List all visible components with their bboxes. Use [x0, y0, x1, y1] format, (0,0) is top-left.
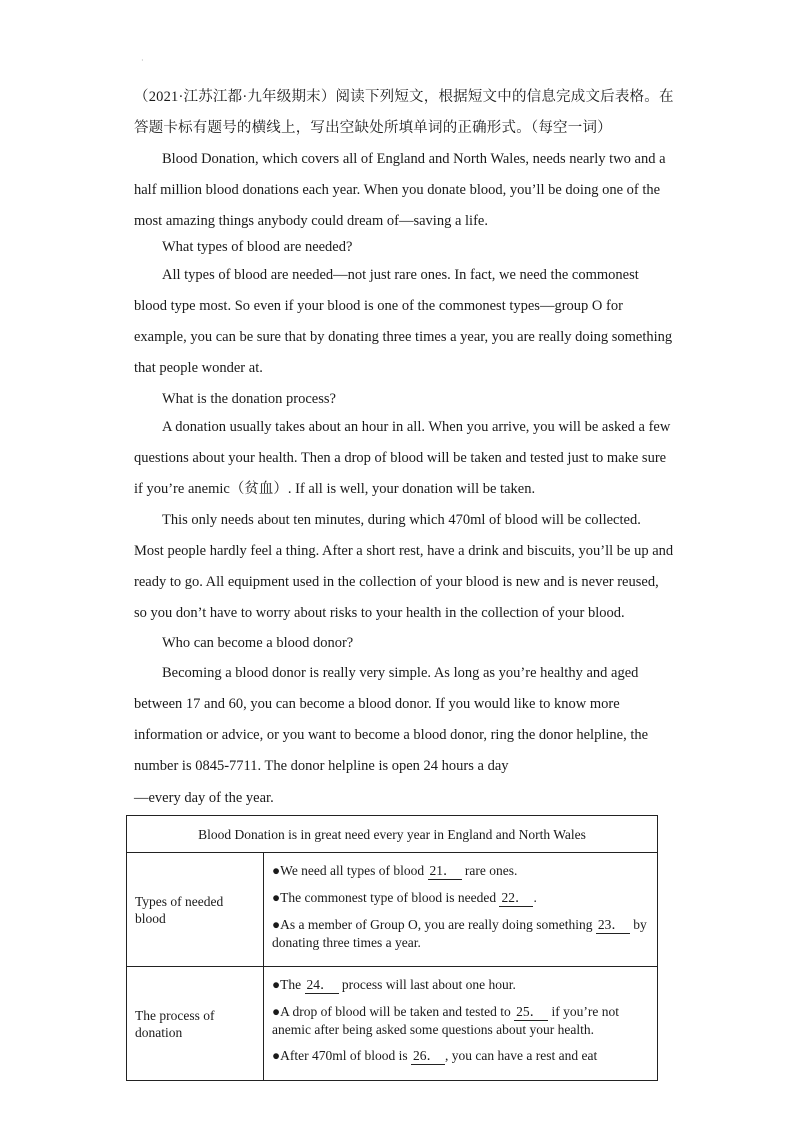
passage-paragraph-3: [134, 412, 674, 505]
bullet-item: [272, 1047, 649, 1065]
answer-blank-24[interactable]: 24．: [305, 976, 339, 994]
bullet-text: rare ones.: [461, 863, 518, 878]
bullet-item: [272, 1003, 649, 1038]
passage-paragraph-5: [134, 658, 674, 782]
bullet-text: , you can have a rest and eat: [445, 1048, 598, 1063]
paragraph-text: All types of blood are needed—not just rare ones. In fact, we need the commonest blood type most. So even if your blood is one of the commonest types—group O for example, you can be sure that by donating three times a year, you are really doing something that people wonder at.: [134, 267, 673, 376]
answer-blank-21[interactable]: 21．: [428, 862, 462, 880]
corner-mark: ·: [141, 56, 144, 65]
passage-last-line: [134, 783, 674, 814]
bullet-text: process will last about one hour.: [338, 977, 516, 992]
bullet-text: ●As a member of Group O, you are really doing something: [272, 917, 596, 932]
row-content: [264, 967, 658, 1081]
heading-text: What types of blood are needed?: [162, 239, 353, 255]
bullet-item: [272, 862, 649, 880]
table-header: Blood Donation is in great need every year in England and North Wales: [127, 816, 658, 853]
paragraph-text: —every day of the year.: [134, 790, 274, 806]
passage-heading-2: [134, 384, 674, 415]
bullet-item: [272, 916, 649, 951]
answer-blank-26[interactable]: 26．: [411, 1047, 445, 1065]
paragraph-text: This only needs about ten minutes, during which 470ml of blood will be collected. Most people hardly feel a thing. After a short rest, have a drink and biscuits, you’ll be up and ready to go. All equipment used in the collection of your blood is new and is never reused, so you don’t have to worry about risks to your health in the collection of your blood.: [134, 512, 674, 621]
table-row: [127, 967, 658, 1081]
bullet-text: if you’re not anemic after being asked some questions about your health.: [272, 1004, 619, 1037]
passage-paragraph-1: [134, 144, 674, 237]
answer-blank-22[interactable]: 22．: [499, 889, 533, 907]
passage-heading-1: [134, 232, 674, 263]
paragraph-text: Blood Donation, which covers all of England and North Wales, needs nearly two and a half million blood donations each year. When you donate blood, you’ll be doing one of the most amazing things anybody could dream of—saving a life.: [134, 151, 666, 229]
row-label: The process of donation: [127, 967, 264, 1081]
table-row: [127, 853, 658, 967]
table-header-row: [127, 816, 658, 853]
question-intro: （2021·江苏江都·九年级期末）阅读下列短文，根据短文中的信息完成文后表格。在答题卡标有题号的横线上，写出空缺处所填单词的正确形式。（每空一词）: [134, 89, 674, 136]
bullet-text: ●A drop of blood will be taken and tested to: [272, 1004, 515, 1019]
paragraph-text: Becoming a blood donor is really very simple. As long as you’re healthy and aged between 17 and 60, you can become a blood donor. If you would like to know more information or advice, or you want to become a blood donor, ring the donor helpline, the number is 0845-7711. The donor helpline is open 24 hours a day: [134, 665, 649, 774]
row-label: Types of needed blood: [127, 853, 264, 967]
summary-table: [126, 815, 658, 1081]
answer-blank-25[interactable]: 25．: [514, 1003, 548, 1021]
bullet-text: ●We need all types of blood: [272, 863, 428, 878]
row-content: [264, 853, 658, 967]
heading-text: Who can become a blood donor?: [162, 635, 354, 651]
passage-heading-3: [134, 628, 674, 659]
bullet-text: .: [533, 890, 537, 905]
heading-text: What is the donation process?: [162, 391, 336, 407]
bullet-text: ●The: [272, 977, 305, 992]
bullet-item: [272, 889, 649, 907]
passage-paragraph-4: [134, 505, 674, 629]
passage-paragraph-2: [134, 260, 674, 384]
bullet-text: ●The commonest type of blood is needed: [272, 890, 500, 905]
answer-blank-23[interactable]: 23．: [596, 916, 630, 934]
bullet-item: [272, 976, 649, 994]
bullet-text: by donating three times a year.: [272, 917, 647, 950]
paragraph-text: A donation usually takes about an hour in all. When you arrive, you will be asked a few questions about your health. Then a drop of blood will be taken and tested just to make sure if you’re anemic（贫血）. If all is well, your donation will be taken.: [134, 419, 671, 497]
bullet-text: ●After 470ml of blood is: [272, 1048, 412, 1063]
